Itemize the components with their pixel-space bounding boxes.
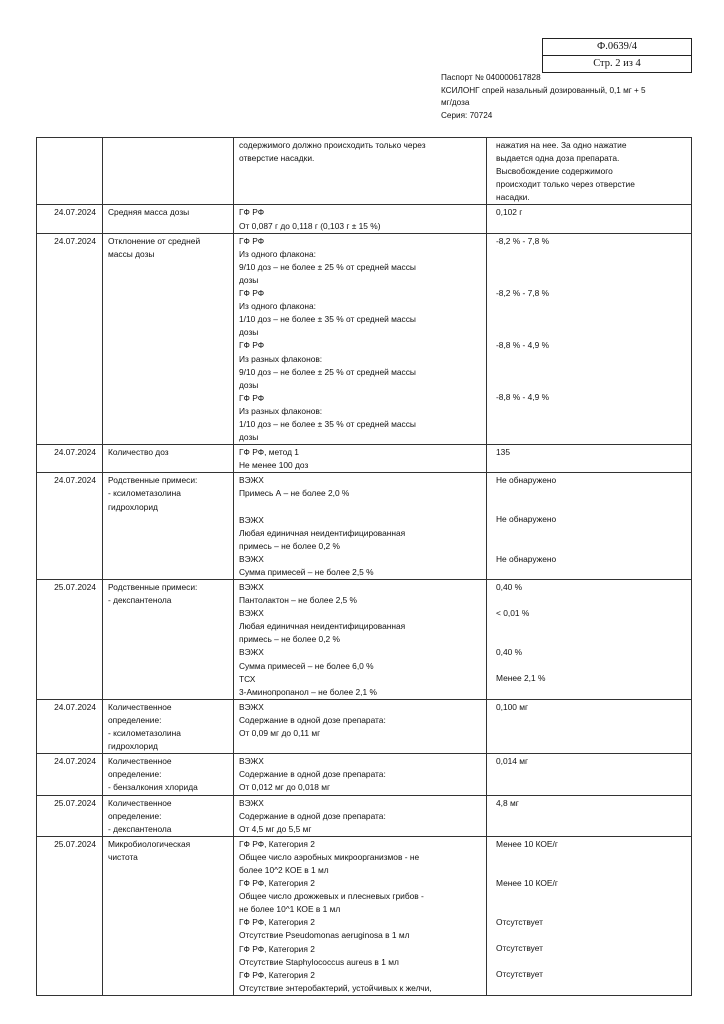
specification-line: Из разных флаконов: [239,353,323,364]
result-line: происходит только через отверстие [496,179,635,190]
date-text: 25.07.2024 [54,797,96,808]
specification-line: дозы [239,432,259,443]
series-number: Серия: 70724 [441,110,493,120]
result-cell [487,138,692,205]
test-name-line: - ксилометазолина [108,488,181,499]
specification-line: От 0,09 мг до 0,11 мг [239,728,321,739]
specification-line: 9/10 доз – не более ± 25 % от средней массы [239,366,416,377]
specification-line [239,501,481,514]
specification-line: ГФ РФ [239,288,265,299]
specification-line: От 0,087 г до 0,118 г (0,103 г ± 15 %) [239,220,381,231]
date-cell [37,836,103,995]
test-name-cell [103,473,234,580]
test-name-line: определение: [108,714,162,725]
result-line [496,300,686,313]
result-line: Менее 10 КОЕ/г [496,838,558,849]
table-body [37,138,692,996]
specification-line: Из одного флакона: [239,248,316,259]
date-text: 24.07.2024 [54,475,96,486]
specification-line: ГФ РФ, Категория 2 [239,838,315,849]
table-row [37,580,692,700]
table-row [37,138,692,205]
specification-line: дозы [239,379,259,390]
result-line [496,540,686,553]
result-line [496,527,686,540]
form-code: Ф.0639/4 [596,41,638,52]
specification-line: Общее число аэробных микроорганизмов - не [239,851,420,862]
specification-line: ВЭЖХ [239,701,264,712]
specification-cell [234,795,487,836]
specification-line: дозы [239,327,259,338]
specification-line: ВЭЖХ [239,582,264,592]
specification-line: ГФ РФ, Категория 2 [239,917,315,928]
result-cell [487,473,692,580]
test-name-line: Количественное [108,756,172,767]
specification-line: 1/10 доз – не более ± 35 % от средней массы [239,418,416,429]
result-line: 4,8 мг [496,797,519,808]
result-line [496,274,686,287]
result-line: 0,40 % [496,647,523,658]
result-line: -8,2 % - 7,8 % [496,287,550,298]
test-name-line: Количество доз [108,447,169,458]
specification-line: Любая единичная неидентифицированная [239,527,406,538]
specification-cell [234,699,487,753]
test-name-line: Отклонение от средней [108,235,201,246]
test-name-cell [103,836,234,995]
test-name-line: массы дозы [108,248,155,259]
test-name-cell [103,580,234,700]
specification-line: ВЭЖХ [239,797,264,808]
specification-cell [234,580,487,700]
result-line [496,851,686,864]
test-name-line: Микробиологическая [108,838,191,849]
test-name-line: - декспантенола [108,823,172,834]
result-line [496,248,686,261]
page-indicator: Стр. 2 из 4 [543,55,691,72]
result-line: -8,8 % - 4,9 % [496,391,550,402]
result-line [496,500,686,513]
result-line: -8,2 % - 7,8 % [496,235,550,246]
specification-line: ГФ РФ [239,340,265,351]
specification-line: От 4,5 мг до 5,5 мг [239,823,312,834]
specification-line: 1/10 доз – не более ± 35 % от средней массы [239,314,416,325]
result-cell [487,445,692,473]
result-line: Менее 10 КОЕ/г [496,877,558,888]
result-line [496,929,686,942]
result-line [496,903,686,916]
test-name-line: определение: [108,810,162,821]
specification-line: Отсутствие Pseudomonas aeruginosa в 1 мл [239,930,410,941]
specification-line: отверстие насадки. [239,153,315,164]
test-name-line: Родственные примеси: [108,582,198,592]
specification-line: ГФ РФ [239,235,265,246]
result-line: 0,014 мг [496,756,529,767]
specification-cell [234,205,487,233]
result-line [496,326,686,339]
specification-line: Любая единичная неидентифицированная [239,621,406,632]
result-line [496,890,686,903]
result-line: < 0,01 % [496,608,530,619]
result-line [496,352,686,365]
specification-line: Общее число дрожжевых и плесневых грибов - [239,891,424,902]
result-line: Менее 2,1 % [496,673,546,684]
date-text: 24.07.2024 [54,701,96,712]
test-name-line: гидрохлорид [108,741,158,752]
result-cell [487,205,692,233]
result-line: 0,102 г [496,207,523,218]
result-line [496,261,686,274]
specification-line: Сумма примесей – не более 6,0 % [239,660,374,671]
result-line: Не обнаружено [496,553,557,564]
test-name-line: - декспантенола [108,595,172,606]
table-row [37,205,692,233]
test-name-cell [103,699,234,753]
specification-line: 9/10 доз – не более ± 25 % от средней массы [239,261,416,272]
result-cell [487,795,692,836]
result-cell [487,580,692,700]
specification-cell [234,836,487,995]
result-line [496,955,686,968]
specification-line: ВЭЖХ [239,553,264,564]
date-cell [37,699,103,753]
specification-line: Примесь А – не более 2,0 % [239,488,350,499]
specification-line: ВЭЖХ [239,475,264,486]
specification-line: дозы [239,274,259,285]
specification-line: ГФ РФ, Категория 2 [239,878,315,889]
test-results-table [36,137,692,996]
specification-line: ГФ РФ, Категория 2 [239,969,315,980]
test-name-line: определение: [108,769,162,780]
specification-line: ГФ РФ, Категория 2 [239,943,315,954]
result-cell [487,836,692,995]
specification-line: ВЭЖХ [239,647,264,658]
specification-line: ГФ РФ [239,207,265,218]
date-cell [37,445,103,473]
result-line [496,864,686,877]
table-row [37,754,692,795]
date-cell [37,580,103,700]
result-line: Отсутствует [496,943,543,954]
specification-line: ВЭЖХ [239,756,264,767]
specification-cell [234,473,487,580]
test-name-line: Количественное [108,797,172,808]
specification-cell [234,138,487,205]
test-name-cell [103,795,234,836]
test-name-line: Средняя масса дозы [108,207,190,218]
result-line: насадки. [496,192,530,203]
result-line [496,487,686,500]
specification-cell [234,445,487,473]
test-name-cell [103,233,234,445]
date-text: 25.07.2024 [54,838,96,849]
form-number-box [542,38,692,73]
test-name-cell [103,445,234,473]
result-line: -8,8 % - 4,9 % [496,339,550,350]
specification-line: Из одного флакона: [239,301,316,312]
specification-line: примесь – не более 0,2 % [239,634,340,645]
result-line [496,313,686,326]
result-line [496,378,686,391]
product-name-line2: мг/доза [441,98,470,108]
specification-cell [234,754,487,795]
test-name-cell [103,205,234,233]
result-line: Не обнаружено [496,514,557,525]
specification-line: Содержание в одной дозе препарата: [239,810,386,821]
table-row [37,699,692,753]
result-line: Отсутствует [496,969,543,980]
date-cell [37,205,103,233]
result-line: Высвобождение содержимого [496,166,613,177]
result-line: нажатия на нее. За одно нажатие [496,140,627,150]
specification-line: Содержание в одной дозе препарата: [239,769,386,780]
table-row [37,233,692,445]
specification-line: Пантолактон – не более 2,5 % [239,595,357,606]
specification-line: ГФ РФ [239,392,265,403]
test-name-cell [103,138,234,205]
test-name-line: гидрохлорид [108,501,158,512]
result-line: выдается одна доза препарата. [496,153,620,164]
result-line [496,620,686,633]
result-line [496,659,686,672]
specification-line: Из разных флаконов: [239,405,323,416]
specification-line: 3-Аминопропанол – не более 2,1 % [239,686,377,697]
specification-line: Отсутствие энтеробактерий, устойчивых к желчи, [239,982,432,993]
specification-line: Содержание в одной дозе препарата: [239,714,386,725]
result-line: 0,40 % [496,582,523,592]
passport-number: Паспорт № 040000617828 [441,73,541,82]
date-text: 24.07.2024 [54,447,96,458]
test-name-line: - бензалкония хлорида [108,782,198,793]
test-name-line: чистота [108,851,138,862]
table-row [37,795,692,836]
specification-line: не более 10^1 КОЕ в 1 мл [239,904,341,915]
table-row [37,836,692,995]
specification-line: содержимого должно происходить только через [239,140,426,150]
document-header [441,72,681,122]
result-cell [487,754,692,795]
date-cell [37,754,103,795]
result-cell [487,233,692,445]
result-line: 135 [496,447,510,458]
result-line: Не обнаружено [496,475,557,486]
date-text: 25.07.2024 [54,582,96,592]
specification-line: ТСХ [239,673,256,684]
date-cell [37,233,103,445]
specification-line: примесь – не более 0,2 % [239,540,340,551]
date-text: 24.07.2024 [54,235,96,246]
date-cell [37,138,103,205]
specification-line: более 10^2 КОЕ в 1 мл [239,864,329,875]
product-name-line1: КСИЛОНГ спрей назальный дозированный, 0,1 мг + 5 [441,85,646,95]
specification-line: ВЭЖХ [239,514,264,525]
specification-line: ГФ РФ, метод 1 [239,447,299,458]
result-line: Отсутствует [496,916,543,927]
date-text: 24.07.2024 [54,207,96,218]
test-name-line: Родственные примеси: [108,475,198,486]
test-name-line: Количественное [108,701,172,712]
specification-line: Не менее 100 доз [239,460,309,471]
result-line [496,633,686,646]
specification-line: Сумма примесей – не более 2,5 % [239,566,374,577]
date-text: 24.07.2024 [54,756,96,767]
table-row [37,473,692,580]
table-row [37,445,692,473]
date-cell [37,795,103,836]
specification-line: ВЭЖХ [239,608,264,619]
result-line [496,365,686,378]
specification-line: Отсутствие Staphylococcus aureus в 1 мл [239,956,399,967]
specification-cell [234,233,487,445]
test-name-cell [103,754,234,795]
result-cell [487,699,692,753]
result-line [496,594,686,607]
specification-line: От 0,012 мг до 0,018 мг [239,782,331,793]
test-name-line: - ксилометазолина [108,728,181,739]
date-cell [37,473,103,580]
result-line: 0,100 мг [496,701,529,712]
